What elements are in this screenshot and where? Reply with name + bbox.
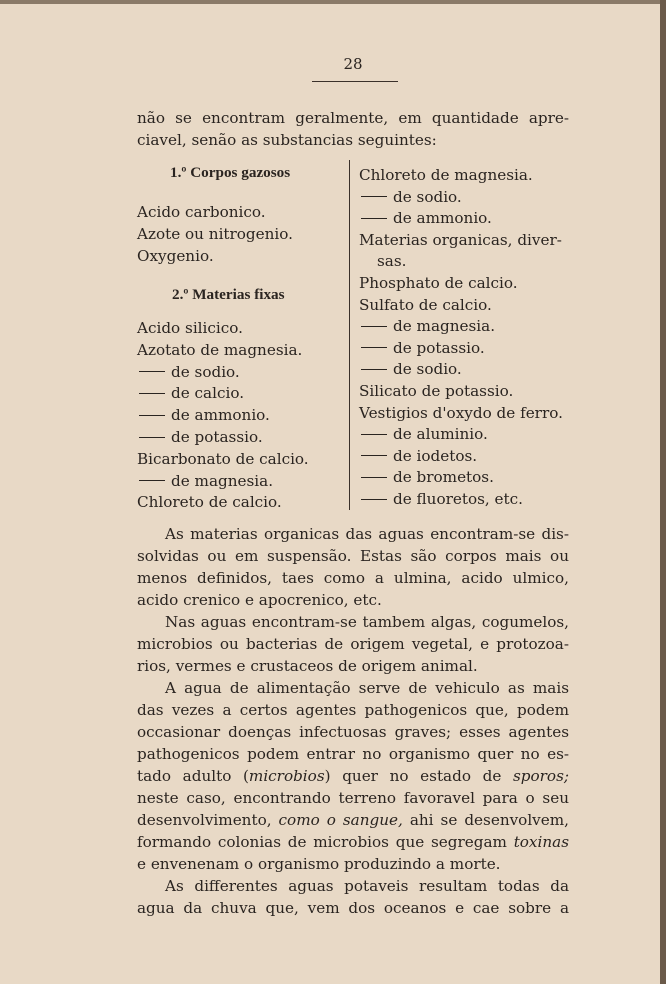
p1-line: menos definidos, taes como a ulmina, acido ulmico,	[137, 569, 569, 587]
ditto-dash	[361, 196, 387, 197]
list-item	[139, 471, 273, 491]
ditto-dash	[139, 480, 165, 481]
list-item-text: de ammonio.	[393, 209, 492, 228]
list-item-text: Phosphato de calcio.	[359, 274, 518, 292]
list-item-text: Sulfato de calcio.	[359, 295, 492, 314]
list-item-text: de sodio.	[171, 362, 240, 381]
list-item	[359, 403, 563, 423]
ditto-dash	[361, 477, 387, 478]
list-item-text: de potassio.	[393, 338, 485, 357]
list-item-text: Chloreto de magnesia.	[359, 166, 533, 184]
list-item	[361, 208, 492, 228]
gas-item: Oxygenio.	[137, 247, 214, 265]
list-item	[137, 492, 282, 512]
list-item-text: sas.	[377, 252, 407, 271]
intro-line-2: ciavel, senão as substancias seguintes:	[137, 131, 437, 149]
heading-gases: 1.º Corpos gazosos	[170, 164, 291, 181]
list-item-text: de fluoretos, etc.	[393, 490, 523, 508]
p3-italic-microbios: microbios	[248, 767, 325, 785]
p3-line	[137, 832, 569, 852]
ditto-dash	[139, 393, 165, 394]
list-item-text: de aluminio.	[393, 425, 488, 444]
p3-line: e envenenam o organismo produzindo a morte.	[137, 855, 501, 873]
page-number: 28	[343, 55, 363, 73]
column-divider	[349, 160, 350, 510]
ditto-dash	[361, 434, 387, 435]
list-item-text: de potassio.	[171, 428, 263, 446]
list-item	[361, 359, 462, 379]
p3-text: ahi se desenvolvem,	[402, 811, 569, 829]
scan-edge-top	[0, 0, 666, 4]
p1-line: acido crenico e apocrenico, etc.	[137, 591, 382, 609]
list-item	[139, 362, 240, 382]
list-item	[361, 467, 494, 487]
ditto-dash	[361, 218, 387, 219]
list-item	[137, 340, 302, 360]
gas-item: Azote ou nitrogenio.	[137, 225, 293, 243]
list-item-text: de sodio.	[393, 187, 462, 206]
list-item	[359, 165, 533, 185]
list-item-text: de sodio.	[393, 360, 462, 379]
p2-line: rios, vermes e crustaceos de origem animal.	[137, 657, 478, 675]
list-item	[139, 405, 270, 425]
list-item-text: de magnesia.	[171, 471, 274, 490]
list-item	[359, 230, 562, 250]
p3-text: desenvolvimento,	[137, 811, 279, 829]
list-item-text: Materias organicas, diver-	[359, 230, 562, 249]
list-item-text: Chloreto de calcio.	[137, 493, 282, 512]
ditto-dash	[361, 499, 387, 500]
page-number-rule	[312, 81, 398, 82]
ditto-dash	[361, 326, 387, 327]
scan-edge-right	[660, 0, 666, 984]
p2-line: Nas aguas encontram-se tambem algas, cogumelos,	[165, 613, 569, 631]
list-item	[359, 381, 513, 401]
p3-line: pathogenicos podem entrar no organismo quer no es-	[137, 745, 569, 763]
ditto-dash	[361, 369, 387, 370]
p1-line: As materias organicas das aguas encontram-se dis-	[165, 525, 569, 543]
list-item	[359, 295, 492, 315]
list-item	[361, 187, 462, 207]
p3-italic-sporos: sporos;	[513, 767, 569, 785]
list-item-text: Azotato de magnesia.	[137, 340, 303, 359]
p3-text: formando colonias de microbios que segregam	[137, 833, 514, 851]
list-item	[361, 424, 488, 444]
list-item	[359, 273, 518, 293]
intro-line-1: não se encontram geralmente, em quantidade apre-	[137, 109, 569, 127]
list-item	[139, 383, 244, 403]
list-item	[137, 318, 243, 338]
p2-line: microbios ou bacterias de origem vegetal, e protozoa-	[137, 635, 569, 653]
p4-line: As differentes aguas potaveis resultam todas da	[165, 877, 569, 895]
p3-line	[137, 766, 569, 786]
list-item-text: Silicato de potassio.	[359, 382, 514, 400]
list-item	[139, 427, 263, 447]
p3-line: occasionar doenças infectuosas graves; esses agentes	[137, 723, 569, 741]
p3-text: ) quer no estado de	[324, 767, 513, 785]
ditto-dash	[139, 415, 165, 416]
p4-line: agua da chuva que, vem dos oceanos e cae sobre a	[137, 899, 569, 917]
list-item	[361, 489, 523, 509]
ditto-dash	[361, 455, 387, 456]
p3-text: tado adulto (	[137, 767, 249, 785]
list-item	[361, 446, 477, 466]
p3-line: neste caso, encontrando terreno favoravel para o seu	[137, 789, 569, 807]
list-item-text: Acido silicico.	[137, 319, 243, 337]
heading-fixed: 2.º Materias fixas	[172, 286, 285, 303]
list-item	[377, 251, 406, 271]
list-item	[137, 449, 309, 469]
list-item-text: Bicarbonato de calcio.	[137, 449, 309, 468]
ditto-dash	[139, 437, 165, 438]
p3-line: das vezes a certos agentes pathogenicos que, podem	[137, 701, 569, 719]
ditto-dash	[139, 371, 165, 372]
p1-line: solvidas ou em suspensão. Estas são corpos mais ou	[137, 547, 569, 565]
list-item-text: de calcio.	[171, 384, 245, 403]
list-item	[361, 316, 495, 336]
ditto-dash	[361, 347, 387, 348]
gas-item: Acido carbonico.	[137, 203, 266, 221]
p3-line	[137, 810, 569, 830]
list-item-text: de magnesia.	[393, 317, 496, 336]
p3-italic-sangue: como o sangue,	[278, 811, 403, 829]
list-item-text: de brometos.	[393, 468, 494, 487]
list-item-text: de ammonio.	[171, 406, 270, 425]
list-item-text: de iodetos.	[393, 446, 478, 465]
list-item-text: Vestigios d'oxydo de ferro.	[359, 403, 563, 422]
p3-line: A agua de alimentação serve de vehiculo as mais	[165, 679, 569, 697]
list-item	[361, 338, 485, 358]
p3-italic-toxinas: toxinas	[513, 833, 569, 851]
